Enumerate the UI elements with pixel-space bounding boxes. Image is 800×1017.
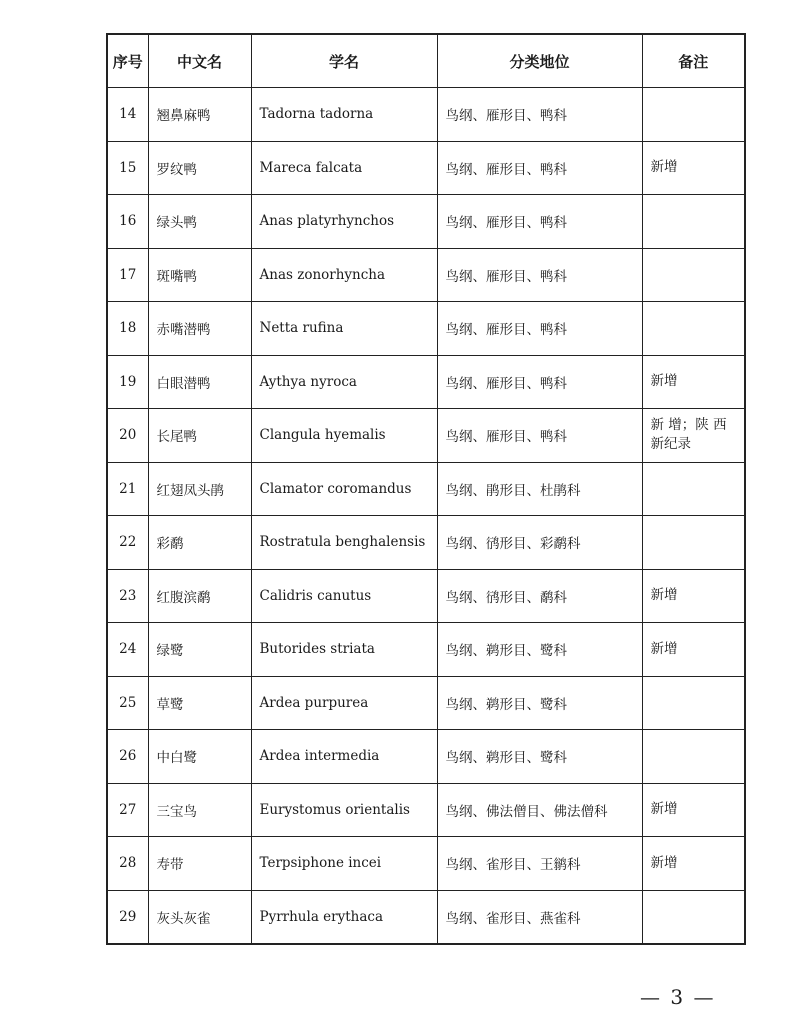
chinese-name-cell: 三宝鸟 (148, 783, 251, 837)
table-row (107, 195, 745, 249)
scientific-name-cell: Pyrrhula erythaca (251, 890, 437, 944)
taxonomy-cell: 鸟纲、鹃形目、杜鹃科 (437, 462, 642, 516)
table-header-row (107, 34, 745, 88)
chinese-name-cell: 中白鹭 (148, 730, 251, 784)
chinese-name-cell: 寿带 (148, 837, 251, 891)
row-number: 19 (107, 355, 148, 409)
row-number: 24 (107, 623, 148, 677)
taxonomy-cell: 鸟纲、鹈形目、鹭科 (437, 623, 642, 677)
taxonomy-cell: 鸟纲、鸻形目、彩鹬科 (437, 516, 642, 570)
scientific-name-cell: Clangula hyemalis (251, 409, 437, 463)
scientific-name-cell: Rostratula benghalensis (251, 516, 437, 570)
table-row (107, 409, 745, 463)
table-row (107, 88, 745, 142)
taxonomy-cell: 鸟纲、雁形目、鸭科 (437, 355, 642, 409)
scientific-name-cell: Terpsiphone incei (251, 837, 437, 891)
table-row (107, 730, 745, 784)
table-row (107, 516, 745, 570)
row-number: 23 (107, 569, 148, 623)
taxonomy-cell: 鸟纲、雁形目、鸭科 (437, 302, 642, 356)
chinese-name-cell: 翘鼻麻鸭 (148, 88, 251, 142)
scientific-name-cell: Netta rufina (251, 302, 437, 356)
chinese-name-cell: 赤嘴潜鸭 (148, 302, 251, 356)
row-number: 15 (107, 141, 148, 195)
row-number: 28 (107, 837, 148, 891)
scientific-name-cell: Tadorna tadorna (251, 88, 437, 142)
note-cell: 新增 (642, 569, 745, 623)
row-number: 14 (107, 88, 148, 142)
table-row (107, 837, 745, 891)
table-row (107, 302, 745, 356)
header-taxonomy: 分类地位 (437, 34, 642, 88)
species-table-container (106, 33, 744, 945)
header-scientific-name: 学名 (251, 34, 437, 88)
page-number: — 3 — (640, 985, 716, 1009)
chinese-name-cell: 红腹滨鹬 (148, 569, 251, 623)
row-number: 27 (107, 783, 148, 837)
taxonomy-cell: 鸟纲、雁形目、鸭科 (437, 88, 642, 142)
scientific-name-cell: Eurystomus orientalis (251, 783, 437, 837)
note-cell (642, 248, 745, 302)
scientific-name-cell: Mareca falcata (251, 141, 437, 195)
header-notes: 备注 (642, 34, 745, 88)
row-number: 25 (107, 676, 148, 730)
taxonomy-cell: 鸟纲、鹈形目、鹭科 (437, 730, 642, 784)
scientific-name-cell: Butorides striata (251, 623, 437, 677)
scientific-name-cell: Ardea intermedia (251, 730, 437, 784)
table-row (107, 890, 745, 944)
note-cell: 新 增；陕 西 新纪录 (642, 409, 745, 463)
note-cell: 新增 (642, 837, 745, 891)
header-number: 序号 (107, 34, 148, 88)
chinese-name-cell: 彩鹬 (148, 516, 251, 570)
scientific-name-cell: Clamator coromandus (251, 462, 437, 516)
row-number: 20 (107, 409, 148, 463)
note-cell: 新增 (642, 141, 745, 195)
taxonomy-cell: 鸟纲、雀形目、王鹟科 (437, 837, 642, 891)
taxonomy-cell: 鸟纲、雀形目、燕雀科 (437, 890, 642, 944)
taxonomy-cell: 鸟纲、雁形目、鸭科 (437, 248, 642, 302)
row-number: 26 (107, 730, 148, 784)
table-row (107, 569, 745, 623)
table-row (107, 462, 745, 516)
row-number: 17 (107, 248, 148, 302)
table-row (107, 676, 745, 730)
note-cell (642, 195, 745, 249)
table-row (107, 623, 745, 677)
taxonomy-cell: 鸟纲、雁形目、鸭科 (437, 409, 642, 463)
scientific-name-cell: Anas zonorhyncha (251, 248, 437, 302)
note-cell (642, 516, 745, 570)
scientific-name-cell: Anas platyrhynchos (251, 195, 437, 249)
taxonomy-cell: 鸟纲、雁形目、鸭科 (437, 141, 642, 195)
scientific-name-cell: Aythya nyroca (251, 355, 437, 409)
note-cell (642, 88, 745, 142)
chinese-name-cell: 白眼潜鸭 (148, 355, 251, 409)
taxonomy-cell: 鸟纲、雁形目、鸭科 (437, 195, 642, 249)
chinese-name-cell: 斑嘴鸭 (148, 248, 251, 302)
chinese-name-cell: 红翅凤头鹃 (148, 462, 251, 516)
header-chinese-name: 中文名 (148, 34, 251, 88)
taxonomy-cell: 鸟纲、佛法僧目、佛法僧科 (437, 783, 642, 837)
note-cell (642, 462, 745, 516)
table-row (107, 141, 745, 195)
note-cell (642, 676, 745, 730)
note-cell: 新增 (642, 783, 745, 837)
row-number: 21 (107, 462, 148, 516)
chinese-name-cell: 罗纹鸭 (148, 141, 251, 195)
taxonomy-cell: 鸟纲、鸻形目、鹬科 (437, 569, 642, 623)
chinese-name-cell: 长尾鸭 (148, 409, 251, 463)
table-row (107, 248, 745, 302)
note-cell (642, 730, 745, 784)
row-number: 22 (107, 516, 148, 570)
taxonomy-cell: 鸟纲、鹈形目、鹭科 (437, 676, 642, 730)
row-number: 29 (107, 890, 148, 944)
scientific-name-cell: Ardea purpurea (251, 676, 437, 730)
row-number: 16 (107, 195, 148, 249)
note-cell (642, 890, 745, 944)
note-cell: 新增 (642, 623, 745, 677)
chinese-name-cell: 绿头鸭 (148, 195, 251, 249)
note-cell: 新增 (642, 355, 745, 409)
chinese-name-cell: 草鹭 (148, 676, 251, 730)
species-table (106, 33, 746, 945)
chinese-name-cell: 绿鹭 (148, 623, 251, 677)
table-row (107, 783, 745, 837)
row-number: 18 (107, 302, 148, 356)
table-row (107, 355, 745, 409)
scientific-name-cell: Calidris canutus (251, 569, 437, 623)
table-body (107, 88, 745, 945)
note-cell (642, 302, 745, 356)
chinese-name-cell: 灰头灰雀 (148, 890, 251, 944)
